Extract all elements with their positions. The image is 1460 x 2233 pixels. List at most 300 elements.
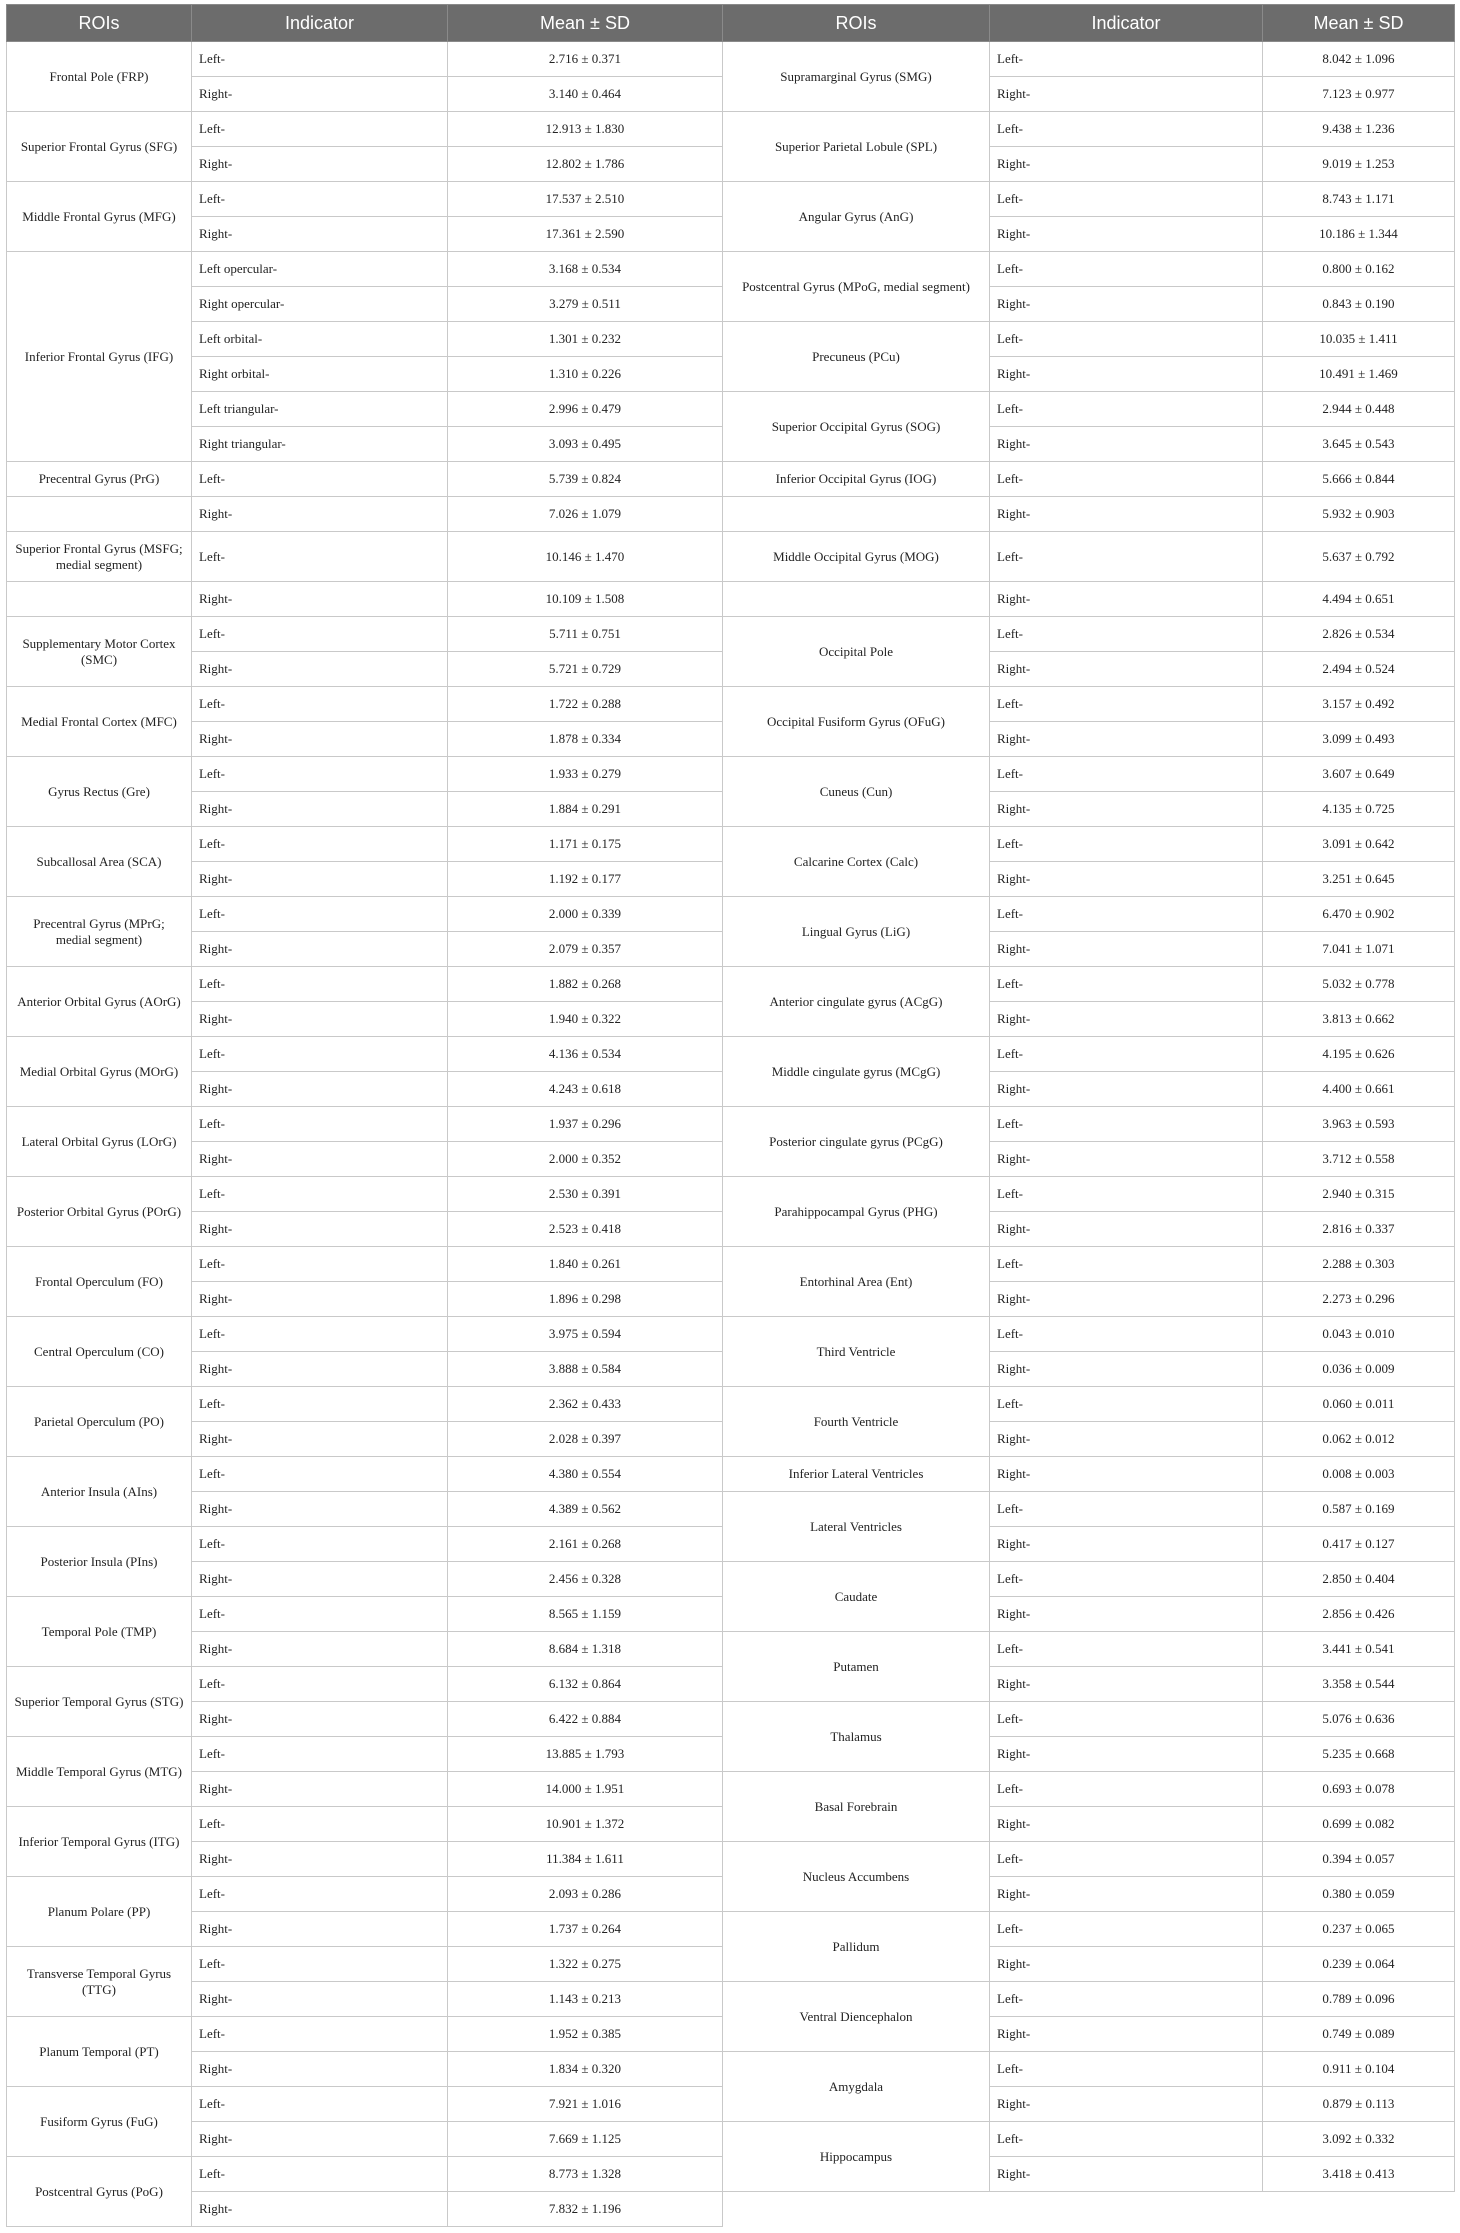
mean-sd-cell: 10.186 ± 1.344 (1263, 217, 1455, 252)
roi-table-container (6, 4, 1454, 2227)
indicator-cell: Left- (192, 1317, 448, 1352)
mean-sd-cell: 2.996 ± 0.479 (448, 392, 723, 427)
indicator-cell: Right- (990, 1737, 1263, 1772)
indicator-cell: Right orbital- (192, 357, 448, 392)
roi-name-cell (7, 582, 192, 617)
mean-sd-cell: 2.856 ± 0.426 (1263, 1597, 1455, 1632)
indicator-cell: Left orbital- (192, 322, 448, 357)
mean-sd-cell: 3.140 ± 0.464 (448, 77, 723, 112)
mean-sd-cell: 5.076 ± 0.636 (1263, 1702, 1455, 1737)
mean-sd-cell: 2.161 ± 0.268 (448, 1527, 723, 1562)
indicator-cell: Left- (990, 1982, 1263, 2017)
mean-sd-cell: 2.362 ± 0.433 (448, 1387, 723, 1422)
indicator-cell: Left- (192, 182, 448, 217)
indicator-cell: Right- (192, 1912, 448, 1947)
mean-sd-cell: 0.587 ± 0.169 (1263, 1492, 1455, 1527)
table-row (7, 2122, 1455, 2157)
mean-sd-cell: 3.963 ± 0.593 (1263, 1107, 1455, 1142)
mean-sd-cell: 17.537 ± 2.510 (448, 182, 723, 217)
header-rois-left: ROIs (7, 5, 192, 42)
roi-name-cell: Superior Occipital Gyrus (SOG) (723, 392, 990, 462)
mean-sd-cell: 3.168 ± 0.534 (448, 252, 723, 287)
indicator-cell: Right- (990, 357, 1263, 392)
indicator-cell: Left triangular- (192, 392, 448, 427)
mean-sd-cell: 3.975 ± 0.594 (448, 1317, 723, 1352)
table-row (7, 1457, 1455, 1492)
header-rois-right: ROIs (723, 5, 990, 42)
roi-name-cell: Third Ventricle (723, 1317, 990, 1387)
mean-sd-cell: 2.826 ± 0.534 (1263, 617, 1455, 652)
mean-sd-cell: 11.384 ± 1.611 (448, 1842, 723, 1877)
indicator-cell: Left- (990, 1772, 1263, 1807)
table-row (7, 462, 1455, 497)
mean-sd-cell: 7.921 ± 1.016 (448, 2087, 723, 2122)
indicator-cell: Left- (990, 1247, 1263, 1282)
indicator-cell: Right- (192, 932, 448, 967)
indicator-cell: Right- (990, 287, 1263, 322)
roi-name-cell: Planum Polare (PP) (7, 1877, 192, 1947)
roi-name-cell: Superior Temporal Gyrus (STG) (7, 1667, 192, 1737)
mean-sd-cell: 2.944 ± 0.448 (1263, 392, 1455, 427)
table-row (7, 757, 1455, 792)
indicator-cell: Right- (990, 497, 1263, 532)
table-row (7, 1037, 1455, 1072)
mean-sd-cell: 2.288 ± 0.303 (1263, 1247, 1455, 1282)
table-row (7, 392, 1455, 427)
indicator-cell: Left- (192, 532, 448, 582)
roi-name-cell: Fusiform Gyrus (FuG) (7, 2087, 192, 2157)
mean-sd-cell: 1.878 ± 0.334 (448, 722, 723, 757)
indicator-cell: Left- (192, 1247, 448, 1282)
indicator-cell: Left- (192, 757, 448, 792)
roi-name-cell: Middle Frontal Gyrus (MFG) (7, 182, 192, 252)
roi-name-cell: Gyrus Rectus (Gre) (7, 757, 192, 827)
roi-name-cell: Frontal Pole (FRP) (7, 42, 192, 112)
mean-sd-cell: 1.310 ± 0.226 (448, 357, 723, 392)
mean-sd-cell: 0.693 ± 0.078 (1263, 1772, 1455, 1807)
mean-sd-cell: 2.530 ± 0.391 (448, 1177, 723, 1212)
mean-sd-cell: 3.157 ± 0.492 (1263, 687, 1455, 722)
roi-name-cell: Anterior Orbital Gyrus (AOrG) (7, 967, 192, 1037)
indicator-cell: Right- (990, 1807, 1263, 1842)
header-indicator-left: Indicator (192, 5, 448, 42)
mean-sd-cell: 3.092 ± 0.332 (1263, 2122, 1455, 2157)
mean-sd-cell: 0.394 ± 0.057 (1263, 1842, 1455, 1877)
indicator-cell: Right- (990, 1527, 1263, 1562)
mean-sd-cell: 3.251 ± 0.645 (1263, 862, 1455, 897)
indicator-cell: Left- (990, 42, 1263, 77)
mean-sd-cell: 0.699 ± 0.082 (1263, 1807, 1455, 1842)
indicator-cell: Left- (990, 252, 1263, 287)
indicator-cell: Right- (192, 497, 448, 532)
table-row (7, 617, 1455, 652)
mean-sd-cell: 8.565 ± 1.159 (448, 1597, 723, 1632)
indicator-cell: Right- (192, 1422, 448, 1457)
mean-sd-cell: 3.645 ± 0.543 (1263, 427, 1455, 462)
table-row (7, 1247, 1455, 1282)
indicator-cell: Right- (192, 1702, 448, 1737)
indicator-cell: Left- (990, 462, 1263, 497)
roi-name-cell: Superior Frontal Gyrus (MSFG; medial segment) (7, 532, 192, 582)
roi-name-cell: Precentral Gyrus (MPrG; medial segment) (7, 897, 192, 967)
table-row (7, 322, 1455, 357)
indicator-cell: Right- (990, 1352, 1263, 1387)
indicator-cell: Left- (990, 1317, 1263, 1352)
indicator-cell: Right opercular- (192, 287, 448, 322)
roi-name-cell: Superior Parietal Lobule (SPL) (723, 112, 990, 182)
mean-sd-cell: 0.380 ± 0.059 (1263, 1877, 1455, 1912)
mean-sd-cell: 2.028 ± 0.397 (448, 1422, 723, 1457)
table-row (7, 532, 1455, 582)
indicator-cell: Right- (192, 77, 448, 112)
indicator-cell: Right- (990, 792, 1263, 827)
roi-name-cell (723, 582, 990, 617)
mean-sd-cell: 5.711 ± 0.751 (448, 617, 723, 652)
mean-sd-cell: 12.802 ± 1.786 (448, 147, 723, 182)
table-row (7, 1772, 1455, 1807)
header-mean-sd-right: Mean ± SD (1263, 5, 1455, 42)
table-row (7, 1177, 1455, 1212)
indicator-cell: Left opercular- (192, 252, 448, 287)
mean-sd-cell: 2.850 ± 0.404 (1263, 1562, 1455, 1597)
indicator-cell: Left- (192, 1527, 448, 1562)
mean-sd-cell: 5.032 ± 0.778 (1263, 967, 1455, 1002)
mean-sd-cell: 3.607 ± 0.649 (1263, 757, 1455, 792)
roi-name-cell: Ventral Diencephalon (723, 1982, 990, 2052)
table-row (7, 1632, 1455, 1667)
table-row (7, 1317, 1455, 1352)
mean-sd-cell: 14.000 ± 1.951 (448, 1772, 723, 1807)
indicator-cell: Left- (990, 1177, 1263, 1212)
indicator-cell: Left- (192, 967, 448, 1002)
indicator-cell: Left- (192, 2017, 448, 2052)
indicator-cell: Left- (990, 687, 1263, 722)
mean-sd-cell: 1.722 ± 0.288 (448, 687, 723, 722)
mean-sd-cell: 0.749 ± 0.089 (1263, 2017, 1455, 2052)
mean-sd-cell: 4.195 ± 0.626 (1263, 1037, 1455, 1072)
roi-name-cell: Posterior Insula (PIns) (7, 1527, 192, 1597)
indicator-cell: Left- (192, 2087, 448, 2122)
indicator-cell: Left- (192, 827, 448, 862)
mean-sd-cell: 4.380 ± 0.554 (448, 1457, 723, 1492)
mean-sd-cell: 0.060 ± 0.011 (1263, 1387, 1455, 1422)
indicator-cell: Left- (990, 827, 1263, 862)
roi-name-cell: Medial Orbital Gyrus (MOrG) (7, 1037, 192, 1107)
mean-sd-cell: 4.135 ± 0.725 (1263, 792, 1455, 827)
indicator-cell: Right- (192, 217, 448, 252)
indicator-cell: Right triangular- (192, 427, 448, 462)
indicator-cell: Left- (990, 1912, 1263, 1947)
roi-name-cell (7, 497, 192, 532)
indicator-cell: Left- (990, 322, 1263, 357)
mean-sd-cell: 1.882 ± 0.268 (448, 967, 723, 1002)
indicator-cell: Right- (192, 1492, 448, 1527)
indicator-cell: Right- (990, 77, 1263, 112)
indicator-cell: Left- (990, 2052, 1263, 2087)
indicator-cell: Left- (192, 1877, 448, 1912)
mean-sd-cell: 1.884 ± 0.291 (448, 792, 723, 827)
indicator-cell: Right- (192, 1982, 448, 2017)
mean-sd-cell: 10.146 ± 1.470 (448, 532, 723, 582)
mean-sd-cell: 1.322 ± 0.275 (448, 1947, 723, 1982)
mean-sd-cell: 0.062 ± 0.012 (1263, 1422, 1455, 1457)
mean-sd-cell: 1.937 ± 0.296 (448, 1107, 723, 1142)
roi-name-cell: Fourth Ventricle (723, 1387, 990, 1457)
indicator-cell: Left- (192, 617, 448, 652)
mean-sd-cell: 0.237 ± 0.065 (1263, 1912, 1455, 1947)
mean-sd-cell: 3.358 ± 0.544 (1263, 1667, 1455, 1702)
mean-sd-cell: 1.840 ± 0.261 (448, 1247, 723, 1282)
indicator-cell: Right- (192, 1142, 448, 1177)
roi-name-cell: Caudate (723, 1562, 990, 1632)
mean-sd-cell: 3.813 ± 0.662 (1263, 1002, 1455, 1037)
mean-sd-cell: 2.273 ± 0.296 (1263, 1282, 1455, 1317)
indicator-cell: Right- (990, 2017, 1263, 2052)
indicator-cell: Right- (990, 1947, 1263, 1982)
mean-sd-cell: 3.441 ± 0.541 (1263, 1632, 1455, 1667)
roi-name-cell: Postcentral Gyrus (MPoG, medial segment) (723, 252, 990, 322)
table-row (7, 182, 1455, 217)
header-mean-sd-left: Mean ± SD (448, 5, 723, 42)
indicator-cell: Left- (990, 1842, 1263, 1877)
indicator-cell: Right- (192, 1632, 448, 1667)
indicator-cell: Left- (990, 1702, 1263, 1737)
mean-sd-cell: 2.494 ± 0.524 (1263, 652, 1455, 687)
roi-name-cell: Lingual Gyrus (LiG) (723, 897, 990, 967)
indicator-cell: Left- (990, 1107, 1263, 1142)
mean-sd-cell: 0.036 ± 0.009 (1263, 1352, 1455, 1387)
roi-name-cell: Entorhinal Area (Ent) (723, 1247, 990, 1317)
indicator-cell: Right- (990, 652, 1263, 687)
indicator-cell: Right- (990, 1072, 1263, 1107)
table-row (7, 967, 1455, 1002)
roi-name-cell: Middle cingulate gyrus (MCgG) (723, 1037, 990, 1107)
roi-name-cell: Basal Forebrain (723, 1772, 990, 1842)
roi-name-cell: Hippocampus (723, 2122, 990, 2192)
indicator-cell: Right- (990, 1877, 1263, 1912)
table-row (7, 1492, 1455, 1527)
indicator-cell: Right- (990, 1667, 1263, 1702)
mean-sd-cell: 7.041 ± 1.071 (1263, 932, 1455, 967)
indicator-cell: Left- (990, 1492, 1263, 1527)
roi-name-cell: Parahippocampal Gyrus (PHG) (723, 1177, 990, 1247)
indicator-cell: Right- (192, 1562, 448, 1597)
roi-name-cell: Middle Temporal Gyrus (MTG) (7, 1737, 192, 1807)
roi-name-cell: Putamen (723, 1632, 990, 1702)
roi-name-cell: Occipital Pole (723, 617, 990, 687)
table-header-row (7, 5, 1455, 42)
roi-name-cell: Transverse Temporal Gyrus (TTG) (7, 1947, 192, 2017)
mean-sd-cell: 5.932 ± 0.903 (1263, 497, 1455, 532)
mean-sd-cell: 3.279 ± 0.511 (448, 287, 723, 322)
mean-sd-cell: 3.091 ± 0.642 (1263, 827, 1455, 862)
roi-name-cell: Calcarine Cortex (Calc) (723, 827, 990, 897)
indicator-cell: Left- (990, 2122, 1263, 2157)
roi-name-cell: Central Operculum (CO) (7, 1317, 192, 1387)
table-row (7, 1702, 1455, 1737)
roi-name-cell: Middle Occipital Gyrus (MOG) (723, 532, 990, 582)
mean-sd-cell: 1.952 ± 0.385 (448, 2017, 723, 2052)
mean-sd-cell: 2.079 ± 0.357 (448, 932, 723, 967)
roi-name-cell: Lateral Orbital Gyrus (LOrG) (7, 1107, 192, 1177)
mean-sd-cell: 8.773 ± 1.328 (448, 2157, 723, 2192)
table-row (7, 897, 1455, 932)
mean-sd-cell: 10.901 ± 1.372 (448, 1807, 723, 1842)
mean-sd-cell: 5.739 ± 0.824 (448, 462, 723, 497)
indicator-cell: Left- (990, 1632, 1263, 1667)
roi-name-cell: Inferior Occipital Gyrus (IOG) (723, 462, 990, 497)
indicator-cell: Left- (192, 1177, 448, 1212)
mean-sd-cell: 5.666 ± 0.844 (1263, 462, 1455, 497)
table-body (7, 42, 1455, 2227)
roi-name-cell: Planum Temporal (PT) (7, 2017, 192, 2087)
indicator-cell: Right- (192, 2122, 448, 2157)
indicator-cell: Left- (192, 1737, 448, 1772)
indicator-cell: Right- (192, 862, 448, 897)
mean-sd-cell: 10.491 ± 1.469 (1263, 357, 1455, 392)
indicator-cell: Right- (990, 1282, 1263, 1317)
mean-sd-cell: 2.940 ± 0.315 (1263, 1177, 1455, 1212)
mean-sd-cell: 7.832 ± 1.196 (448, 2192, 723, 2227)
mean-sd-cell: 8.684 ± 1.318 (448, 1632, 723, 1667)
roi-name-cell: Thalamus (723, 1702, 990, 1772)
indicator-cell: Right- (192, 792, 448, 827)
indicator-cell: Right- (990, 722, 1263, 757)
roi-name-cell: Cuneus (Cun) (723, 757, 990, 827)
indicator-cell: Right- (990, 1597, 1263, 1632)
mean-sd-cell: 1.737 ± 0.264 (448, 1912, 723, 1947)
mean-sd-cell: 1.301 ± 0.232 (448, 322, 723, 357)
indicator-cell: Right- (192, 1282, 448, 1317)
roi-name-cell: Anterior cingulate gyrus (ACgG) (723, 967, 990, 1037)
table-row (7, 252, 1455, 287)
table-row (7, 827, 1455, 862)
indicator-cell: Right- (990, 862, 1263, 897)
indicator-cell: Right- (990, 1212, 1263, 1247)
indicator-cell: Left- (192, 462, 448, 497)
roi-name-cell: Nucleus Accumbens (723, 1842, 990, 1912)
mean-sd-cell: 2.716 ± 0.371 (448, 42, 723, 77)
indicator-cell: Left- (192, 1667, 448, 1702)
table-row (7, 1107, 1455, 1142)
table-row (7, 112, 1455, 147)
mean-sd-cell: 13.885 ± 1.793 (448, 1737, 723, 1772)
mean-sd-cell: 1.143 ± 0.213 (448, 1982, 723, 2017)
indicator-cell: Left- (990, 897, 1263, 932)
roi-name-cell: Postcentral Gyrus (PoG) (7, 2157, 192, 2227)
roi-name-cell: Subcallosal Area (SCA) (7, 827, 192, 897)
indicator-cell: Left- (990, 1037, 1263, 1072)
mean-sd-cell: 5.235 ± 0.668 (1263, 1737, 1455, 1772)
mean-sd-cell: 7.123 ± 0.977 (1263, 77, 1455, 112)
mean-sd-cell: 9.438 ± 1.236 (1263, 112, 1455, 147)
indicator-cell: Right- (990, 427, 1263, 462)
indicator-cell: Left- (192, 897, 448, 932)
indicator-cell: Left- (990, 1387, 1263, 1422)
indicator-cell: Left- (990, 757, 1263, 792)
mean-sd-cell: 9.019 ± 1.253 (1263, 147, 1455, 182)
mean-sd-cell: 1.171 ± 0.175 (448, 827, 723, 862)
indicator-cell: Right- (990, 582, 1263, 617)
indicator-cell: Left- (192, 1947, 448, 1982)
indicator-cell: Right- (192, 722, 448, 757)
indicator-cell: Right- (990, 932, 1263, 967)
roi-name-cell: Supplementary Motor Cortex (SMC) (7, 617, 192, 687)
indicator-cell: Right- (990, 217, 1263, 252)
mean-sd-cell: 4.389 ± 0.562 (448, 1492, 723, 1527)
table-row (7, 1842, 1455, 1877)
indicator-cell: Right- (192, 1072, 448, 1107)
mean-sd-cell: 3.099 ± 0.493 (1263, 722, 1455, 757)
roi-name-cell: Angular Gyrus (AnG) (723, 182, 990, 252)
mean-sd-cell: 6.470 ± 0.902 (1263, 897, 1455, 932)
indicator-cell: Left- (192, 1387, 448, 1422)
roi-name-cell (723, 497, 990, 532)
roi-name-cell: Occipital Fusiform Gyrus (OFuG) (723, 687, 990, 757)
mean-sd-cell: 2.523 ± 0.418 (448, 1212, 723, 1247)
indicator-cell: Left- (990, 967, 1263, 1002)
indicator-cell: Right- (192, 1352, 448, 1387)
mean-sd-cell: 10.109 ± 1.508 (448, 582, 723, 617)
table-row (7, 2052, 1455, 2087)
indicator-cell: Right- (192, 1002, 448, 1037)
mean-sd-cell: 0.800 ± 0.162 (1263, 252, 1455, 287)
mean-sd-cell: 7.026 ± 1.079 (448, 497, 723, 532)
indicator-cell: Left- (990, 112, 1263, 147)
indicator-cell: Right- (990, 1457, 1263, 1492)
indicator-cell: Left- (990, 182, 1263, 217)
indicator-cell: Left- (192, 687, 448, 722)
roi-name-cell: Pallidum (723, 1912, 990, 1982)
indicator-cell: Left- (192, 112, 448, 147)
mean-sd-cell: 1.192 ± 0.177 (448, 862, 723, 897)
indicator-cell: Left- (990, 532, 1263, 582)
roi-name-cell: Inferior Temporal Gyrus (ITG) (7, 1807, 192, 1877)
mean-sd-cell: 3.712 ± 0.558 (1263, 1142, 1455, 1177)
indicator-cell: Left- (192, 42, 448, 77)
table-row (7, 1912, 1455, 1947)
indicator-cell: Right- (990, 1422, 1263, 1457)
mean-sd-cell: 3.888 ± 0.584 (448, 1352, 723, 1387)
mean-sd-cell: 2.000 ± 0.339 (448, 897, 723, 932)
roi-name-cell: Parietal Operculum (PO) (7, 1387, 192, 1457)
mean-sd-cell: 1.834 ± 0.320 (448, 2052, 723, 2087)
indicator-cell: Right- (990, 147, 1263, 182)
roi-name-cell: Inferior Frontal Gyrus (IFG) (7, 252, 192, 462)
mean-sd-cell: 6.132 ± 0.864 (448, 1667, 723, 1702)
mean-sd-cell: 10.035 ± 1.411 (1263, 322, 1455, 357)
mean-sd-cell: 2.093 ± 0.286 (448, 1877, 723, 1912)
table-row (7, 497, 1455, 532)
indicator-cell: Left- (192, 1457, 448, 1492)
roi-name-cell: Precuneus (PCu) (723, 322, 990, 392)
mean-sd-cell: 12.913 ± 1.830 (448, 112, 723, 147)
mean-sd-cell: 1.896 ± 0.298 (448, 1282, 723, 1317)
mean-sd-cell: 0.239 ± 0.064 (1263, 1947, 1455, 1982)
mean-sd-cell: 5.721 ± 0.729 (448, 652, 723, 687)
indicator-cell: Right- (192, 652, 448, 687)
roi-name-cell: Temporal Pole (TMP) (7, 1597, 192, 1667)
mean-sd-cell: 0.843 ± 0.190 (1263, 287, 1455, 322)
mean-sd-cell: 7.669 ± 1.125 (448, 2122, 723, 2157)
mean-sd-cell: 0.789 ± 0.096 (1263, 1982, 1455, 2017)
header-indicator-right: Indicator (990, 5, 1263, 42)
indicator-cell: Left- (192, 1107, 448, 1142)
roi-name-cell: Supramarginal Gyrus (SMG) (723, 42, 990, 112)
roi-name-cell: Precentral Gyrus (PrG) (7, 462, 192, 497)
roi-name-cell: Medial Frontal Cortex (MFC) (7, 687, 192, 757)
mean-sd-cell: 2.456 ± 0.328 (448, 1562, 723, 1597)
